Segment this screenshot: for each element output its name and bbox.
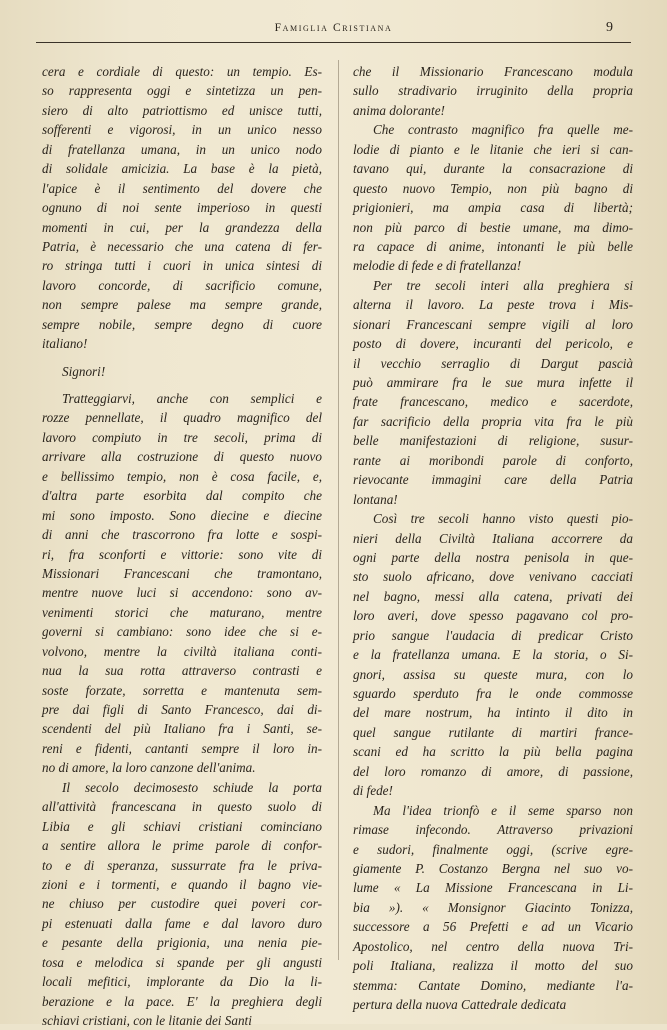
text-line: d'altra parte esorbita dal compito che bbox=[42, 488, 322, 504]
text-line: e pesante della prigionia, una nenia pie- bbox=[42, 935, 322, 951]
text-line: poli Italiana, realizza il motto del suo bbox=[353, 958, 633, 974]
text-line: gnori, assisa su queste mura, con lo bbox=[353, 666, 633, 682]
text-line: Patria, è necessario che una catena di fer- bbox=[42, 238, 322, 254]
left-column bbox=[42, 62, 322, 1030]
text-line: momenti in cui, per la grandezza della bbox=[42, 219, 322, 235]
text-line: sguardo sperduto fra le onde commosse bbox=[353, 686, 633, 701]
text-line: ne chiuso per custodire quei poveri cor- bbox=[42, 896, 322, 912]
text-line: anima dolorante! bbox=[353, 102, 445, 118]
column-divider bbox=[338, 60, 339, 960]
text-line: no di amore, la loro canzone dell'anima. bbox=[42, 760, 256, 776]
text-line: Per tre secoli interi alla preghiera si bbox=[373, 277, 633, 293]
text-line: ogni parte della nostra penisola in que- bbox=[353, 549, 633, 565]
text-line: rozze pennellate, il quadro magnifico del bbox=[42, 410, 322, 426]
text-line: ro stringa tutti i cuori in unica sintesi di bbox=[42, 258, 322, 274]
text-line: italiano! bbox=[42, 336, 88, 352]
text-line: Tratteggiarvi, anche con semplici e bbox=[62, 391, 322, 406]
text-line: posto di dovere, incuranti del pericolo, e bbox=[353, 336, 633, 352]
text-line: Ma l'idea trionfò e il seme sparso non bbox=[373, 802, 633, 818]
text-line: lodie di pianto e le litanie che ieri si can- bbox=[353, 141, 633, 157]
text-line: Missionari Francescani che tramontano, bbox=[42, 565, 322, 581]
text-line: governi si cambiano: sono idee che si e- bbox=[42, 624, 322, 640]
text-line: e bellissimo tempio, non è cosa facile, e, bbox=[42, 468, 322, 484]
running-title: Famiglia Cristiana bbox=[274, 22, 393, 34]
text-line: arrivare alla costruzione di questo nuovo bbox=[42, 449, 322, 465]
text-line: Signori! bbox=[62, 363, 106, 379]
text-line: l'apice è il sentimento del dovere che bbox=[42, 180, 322, 196]
text-line: venimenti storici che maturano, mentre bbox=[42, 604, 322, 620]
text-line: di fratellanza umana, in un unico nodo bbox=[42, 141, 322, 157]
text-line: volvono, mentre la civiltà italiana conti- bbox=[42, 643, 322, 659]
text-line: rievocante immagini care della Patria bbox=[353, 472, 633, 488]
text-line: loro averi, dove spesso pagavano col pro- bbox=[353, 608, 633, 624]
text-line: so rappresenta oggi e sintetizza un pen- bbox=[42, 83, 322, 99]
text-line: belle manifestazioni di religione, susur- bbox=[353, 433, 633, 449]
text-line: nua la sua rotta attraverso contrasti e bbox=[42, 663, 322, 679]
text-line: rimase infecondo. Attraverso privazioni bbox=[353, 822, 633, 838]
text-line: cera e cordiale di questo: un tempio. Es- bbox=[42, 64, 322, 79]
text-line: lume « La Missione Francescana in Li- bbox=[353, 880, 633, 896]
text-line: a sentire allora le prime parole di confor- bbox=[42, 838, 322, 854]
text-line: pre dai figli di Santo Francesco, dai di- bbox=[42, 702, 322, 717]
text-line: tavano qui, durante la consacrazione di bbox=[353, 161, 633, 177]
text-line: soste forzate, sorretta e mantenuta sem- bbox=[42, 682, 322, 698]
text-line: ri, fra sconforti e vittorie: sono vite di bbox=[42, 546, 322, 562]
text-line: all'attività francescana in questo suolo di bbox=[42, 799, 322, 815]
text-line: far sacrificio della propria vita fra le più bbox=[353, 413, 633, 429]
text-line: lontana! bbox=[353, 491, 398, 507]
text-line: può ammirare fra le sue mura infette il bbox=[353, 375, 633, 390]
text-line: rante ai moribondi parole di conforto, bbox=[353, 452, 633, 468]
text-line: giamente P. Costanzo Bergna nel suo vo- bbox=[353, 860, 633, 876]
page-number: 9 bbox=[606, 20, 613, 35]
text-line: nel bagno, messi alla catena, privati dei bbox=[353, 588, 633, 604]
text-line: berazione e la pace. E' la preghiera degli bbox=[42, 993, 322, 1009]
text-line: ognuno di noi sente imperioso in questi bbox=[42, 200, 322, 216]
text-line: melodie di fede e di fratellanza! bbox=[353, 258, 522, 274]
text-line: del loro romanzo di amore, di passione, bbox=[353, 763, 633, 779]
text-line: stemma: Cantate Domino, mediante l'a- bbox=[353, 977, 633, 993]
text-line: pi estenuati dalla fame e dal lavoro duro bbox=[42, 915, 322, 931]
page-header bbox=[40, 22, 627, 42]
text-line: prio sangue l'audacia di predicar Cristo bbox=[353, 627, 633, 643]
text-line: non sempre palese ma sempre grande, bbox=[42, 297, 322, 313]
text-line: mi sono imposto. Sono diecine e diecine bbox=[42, 507, 322, 523]
text-line: alterna il lavoro. La peste trova i Mis- bbox=[353, 297, 633, 313]
text-line: di fede! bbox=[353, 783, 393, 799]
text-line: di anni che trascorrono fra lotte e sospi- bbox=[42, 527, 322, 543]
right-column bbox=[353, 62, 633, 1014]
text-line: ra capace di anime, intonanti le più belle bbox=[353, 238, 633, 254]
text-line: sullo stradivario irruginito della propria bbox=[353, 83, 633, 99]
text-line: sempre nobile, sempre degno di cuore bbox=[42, 316, 322, 332]
text-line: quel sangue rutilante di martiri france- bbox=[353, 724, 633, 740]
text-line: to e di speranza, sussurrate fra le priva- bbox=[42, 857, 322, 873]
text-line: lavoro compiuto in tre secoli, prima di bbox=[42, 429, 322, 445]
text-line: Così tre secoli hanno visto questi pio- bbox=[373, 511, 633, 527]
text-line: sionari Francescani sempre vigili al loro bbox=[353, 316, 633, 332]
text-line: il vecchio serraglio di Dargut pascià bbox=[353, 355, 633, 371]
text-line: Che contrasto magnifico fra quelle me- bbox=[373, 122, 633, 138]
text-line: pertura della nuova Cattedrale dedicata bbox=[353, 997, 567, 1012]
text-line: prigionieri, ma ampia casa di libertà; bbox=[353, 200, 633, 216]
paragraph-gap bbox=[42, 381, 322, 389]
text-line: schiavi cristiani, con le litanie dei Santi bbox=[42, 1013, 252, 1028]
text-line: nieri della Civiltà Italiana accorrere da bbox=[353, 530, 633, 546]
text-line: di solidale amicizia. La base è la pietà, bbox=[42, 161, 322, 177]
text-line: e la fratellanza umana. E la storia, o Si- bbox=[353, 647, 633, 663]
text-line: che il Missionario Francescano modula bbox=[353, 64, 633, 79]
text-line: Il secolo decimosesto schiude la porta bbox=[62, 779, 322, 795]
text-line: mentre nuove luci si accendono: sono av- bbox=[42, 585, 322, 601]
text-line: non più parco di bestie umane, ma dimo- bbox=[353, 219, 633, 235]
paragraph-gap bbox=[42, 354, 322, 362]
header-rule bbox=[36, 42, 631, 43]
text-line: e sudori, finalmente oggi, (scrive egre- bbox=[353, 841, 633, 857]
text-line: frate francescano, medico e sacerdote, bbox=[353, 394, 633, 410]
text-line: lavoro concorde, di sacrificio comune, bbox=[42, 277, 322, 293]
text-line: del mare nostrum, ha intinto il dito in bbox=[353, 705, 633, 721]
text-line: Apostolico, nel centro della nuova Tri- bbox=[353, 938, 633, 954]
text-line: reni e fidenti, cantanti sempre il loro in- bbox=[42, 740, 322, 756]
text-line: tosa e melodica si spande per gli angusti bbox=[42, 954, 322, 970]
text-line: Libia e gli schiavi cristiani cominciano bbox=[42, 818, 322, 834]
text-line: siero di alto patriottismo ed unisce tutti, bbox=[42, 102, 322, 118]
text-line: zioni e i tormenti, e quando il bagno vie- bbox=[42, 876, 322, 892]
text-line: sofferenti e vigorosi, in un unico nesso bbox=[42, 122, 322, 138]
text-line: bia »). « Monsignor Giacinto Tonizza, bbox=[353, 899, 633, 915]
text-line: scani ed ha scritto la più bella pagina bbox=[353, 744, 633, 760]
text-line: sto suolo africano, dove venivano cacciati bbox=[353, 569, 633, 585]
text-line: questo nuovo Tempio, non più bagno di bbox=[353, 180, 633, 196]
text-line: successore a 56 Prefetti e ad un Vicario bbox=[353, 919, 633, 935]
text-line: scendenti del più Italiano fra i Santi, se- bbox=[42, 721, 322, 737]
text-line: locali mefitici, implorante da Dio la li- bbox=[42, 974, 322, 990]
